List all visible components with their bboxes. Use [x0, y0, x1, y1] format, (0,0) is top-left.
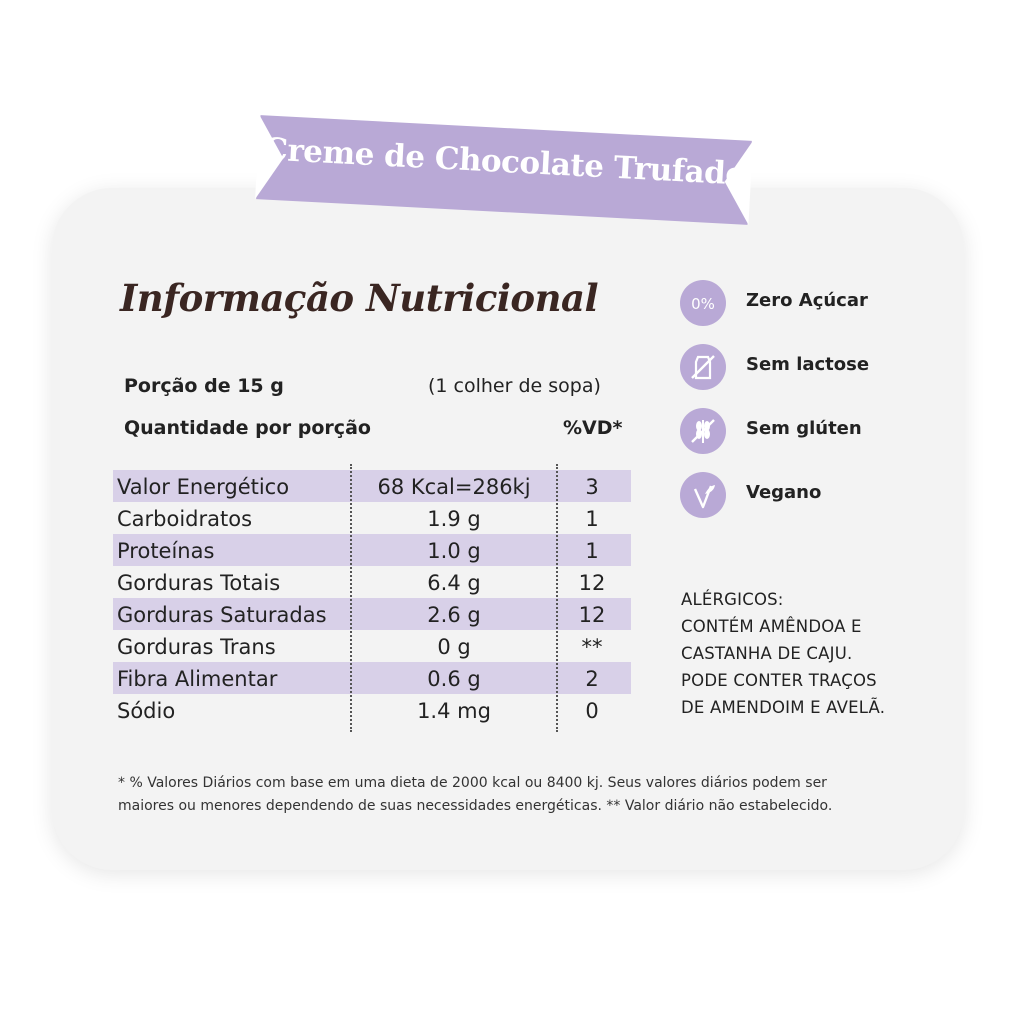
allergen-line: DE AMENDOIM E AVELÃ. [681, 698, 886, 717]
nutrient-amount: 1.4 mg [417, 699, 491, 723]
badge-vegan [680, 472, 920, 520]
product-name: Creme de Chocolate Trufado [262, 131, 747, 193]
nutrient-amount: 68 Kcal=286kj [377, 475, 531, 499]
no-milk-icon [680, 344, 726, 390]
badge-zero-sugar [680, 280, 920, 328]
footnote [118, 772, 918, 818]
badge-lactose-free [680, 344, 920, 392]
allergen-info [681, 590, 885, 725]
nutrient-vd: 1 [585, 507, 599, 531]
nutrient-name: Gorduras Totais [117, 571, 281, 595]
svg-text:0%: 0% [691, 295, 715, 313]
nutrient-amount: 2.6 g [427, 603, 481, 627]
zero-percent-icon [680, 280, 726, 326]
portion-description: (1 colher de sopa) [428, 375, 601, 397]
nutrient-name: Gorduras Saturadas [117, 603, 327, 627]
nutrient-vd: 1 [585, 539, 599, 563]
nutrient-name: Valor Energético [117, 475, 290, 499]
vd-header: %VD* [563, 417, 623, 439]
nutrient-amount: 6.4 g [427, 571, 481, 595]
nutrient-name: Fibra Alimentar [117, 667, 278, 691]
allergen-line: ALÉRGICOS: [681, 590, 784, 609]
allergen-line: CASTANHA DE CAJU. [681, 644, 853, 663]
quantity-header: Quantidade por porção [124, 417, 371, 439]
allergen-line: PODE CONTER TRAÇOS [681, 671, 877, 690]
nutrient-vd: 2 [585, 667, 599, 691]
nutrition-table [113, 470, 631, 726]
nutrient-vd: 12 [578, 571, 606, 595]
nutrient-name: Gorduras Trans [117, 635, 276, 659]
nutrient-name: Sódio [117, 699, 176, 723]
table-row [113, 534, 631, 566]
vegan-leaf-icon [680, 472, 726, 518]
table-row [113, 662, 631, 694]
table-row [113, 470, 631, 502]
badge-label: Sem glúten [746, 418, 862, 439]
table-row [113, 630, 631, 662]
no-wheat-icon [680, 408, 726, 454]
nutrient-vd: ** [581, 635, 603, 659]
footnote-line: * % Valores Diários com base em uma dieta de 2000 kcal ou 8400 kj. Seus valores diários podem ser [118, 775, 827, 791]
table-row [113, 694, 631, 726]
portion-label: Porção de 15 g [124, 375, 284, 397]
nutrient-vd: 3 [585, 475, 599, 499]
column-divider [350, 464, 352, 732]
table-row [113, 502, 631, 534]
nutrient-amount: 0 g [437, 635, 471, 659]
footnote-line: maiores ou menores dependendo de suas necessidades energéticas. ** Valor diário não estabelecido. [118, 798, 833, 814]
nutrient-vd: 12 [578, 603, 606, 627]
allergen-line: CONTÉM AMÊNDOA E [681, 617, 862, 636]
nutrient-name: Carboidratos [117, 507, 253, 531]
nutrient-amount: 1.0 g [427, 539, 481, 563]
column-divider [556, 464, 558, 732]
nutrient-amount: 0.6 g [427, 667, 481, 691]
nutrient-vd: 0 [585, 699, 599, 723]
badge-label: Sem lactose [746, 354, 870, 375]
nutrient-name: Proteínas [117, 539, 215, 563]
badge-label: Vegano [746, 482, 822, 503]
badge-gluten-free [680, 408, 920, 456]
table-row [113, 566, 631, 598]
badge-label: Zero Açúcar [746, 290, 868, 311]
table-row [113, 598, 631, 630]
nutrition-heading: Informação Nutricional [120, 276, 599, 320]
nutrient-amount: 1.9 g [427, 507, 481, 531]
